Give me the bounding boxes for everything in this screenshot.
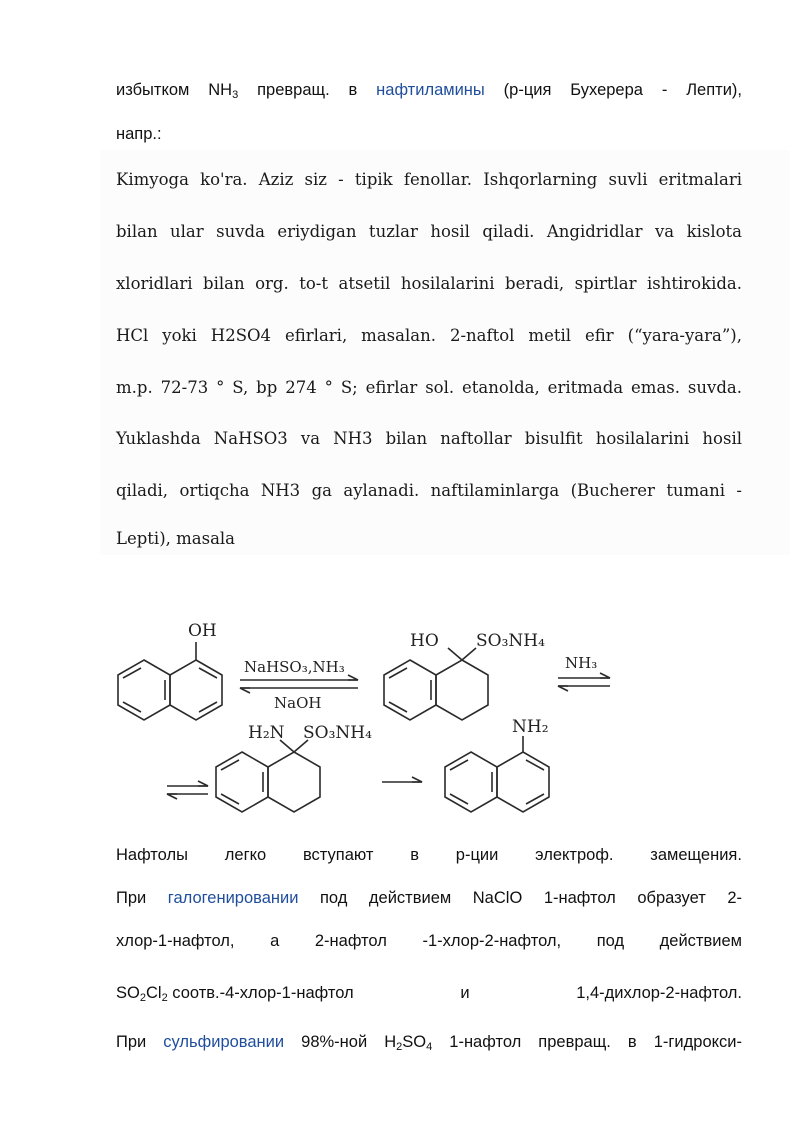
forward-arrow xyxy=(382,777,422,782)
text: SO xyxy=(402,1033,427,1051)
paragraph-line xyxy=(116,888,742,908)
label-nh2: NH₂ xyxy=(512,717,549,737)
text: При xyxy=(116,889,168,907)
translation-line: Kimyoga ko'ra. Aziz siz - tipik fenollar. Ishqorlarning suvli eritmalari xyxy=(116,170,742,189)
text: 98%-ной H xyxy=(284,1033,397,1051)
text: избытком NH xyxy=(116,81,233,99)
subscript: 3 xyxy=(232,89,239,101)
equilibrium-arrow-1 xyxy=(240,675,358,693)
paragraph-line xyxy=(116,1032,742,1052)
subscript: 2 xyxy=(396,1041,403,1053)
bisulfite-adduct-structure xyxy=(384,648,488,720)
text: 1-нафтол превращ. в 1-гидрокси- xyxy=(432,1033,742,1051)
text: 1,4-дихлор-2-нафтол. xyxy=(576,984,742,1002)
label-reagent-bottom: NaOH xyxy=(274,694,322,712)
link-sulfirovanii[interactable]: сульфировании xyxy=(163,1033,285,1051)
text: (р-ция Бухерера - Лепти), xyxy=(484,81,742,99)
label-oh: OH xyxy=(188,621,217,641)
word: вступают xyxy=(302,846,374,864)
translation-line: m.p. 72-73 ° S, bp 274 ° S; efirlar sol. etanolda, eritmada emas. suvda. xyxy=(116,378,742,397)
paragraph-line xyxy=(116,845,742,865)
word: электроф. xyxy=(535,846,614,864)
word: р-ции xyxy=(455,846,499,864)
link-galogenirovanii[interactable]: галогенировании xyxy=(167,889,299,907)
paragraph-line: хлор-1-нафтол, а 2-нафтол -1-хлор-2-нафтол, под действием xyxy=(116,932,742,950)
text: под действием NaClO 1-нафтол образует 2- xyxy=(298,889,742,907)
translation-line: HCl yoki H2SO4 efirlari, masalan. 2-naftol metil efir (“yara-yara”), xyxy=(116,326,742,345)
equilibrium-arrow-2 xyxy=(558,673,610,691)
label-ho: HO xyxy=(410,631,439,651)
word: замещения. xyxy=(650,846,742,864)
label-reagent-top: NaHSO₃,NH₃ xyxy=(244,658,345,676)
paragraph-line: напр.: xyxy=(116,125,162,143)
text: и xyxy=(460,984,470,1002)
label-h2n: H₂N xyxy=(248,723,285,743)
equilibrium-arrow-3 xyxy=(167,781,208,799)
text: превращ. в xyxy=(238,81,377,99)
text: При xyxy=(116,1033,164,1051)
link-naftilaminy[interactable]: нафтиламины xyxy=(376,81,485,99)
aminosulfonate-structure xyxy=(216,740,320,812)
translation-line: qiladi, ortiqcha NH3 ga aylanadi. naftilaminlarga (Bucherer tumani - xyxy=(116,481,742,500)
translation-line: xloridlari bilan org. to-t atsetil hosilalarini beradi, spirtlar ishtirokida. xyxy=(116,274,742,293)
label-nh3: NH₃ xyxy=(565,654,598,672)
paragraph-line xyxy=(116,80,742,100)
subscript: 4 xyxy=(426,1041,433,1053)
naphthylamine-structure xyxy=(445,736,549,812)
naphthol-structure xyxy=(118,642,222,720)
word: в xyxy=(410,846,420,864)
paragraph-line xyxy=(116,983,742,1003)
translation-line: Yuklashda NaHSO3 va NH3 bilan naftollar bisulfit hosilalarini hosil xyxy=(116,429,742,448)
reaction-scheme xyxy=(0,600,800,830)
word: легко xyxy=(224,846,267,864)
text: $SO_2Cl_2$ соотв.-4-хлор-1-нафтол xyxy=(116,984,354,1004)
translation-line: bilan ular suvda eriydigan tuzlar hosil qiladi. Angidridlar va kislota xyxy=(116,222,742,241)
label-so3nh4-2: SO₃NH₄ xyxy=(303,723,372,743)
translation-line: Lepti), masala xyxy=(116,529,236,548)
label-so3nh4: SO₃NH₄ xyxy=(476,631,545,651)
word: Нафтолы xyxy=(116,846,188,864)
